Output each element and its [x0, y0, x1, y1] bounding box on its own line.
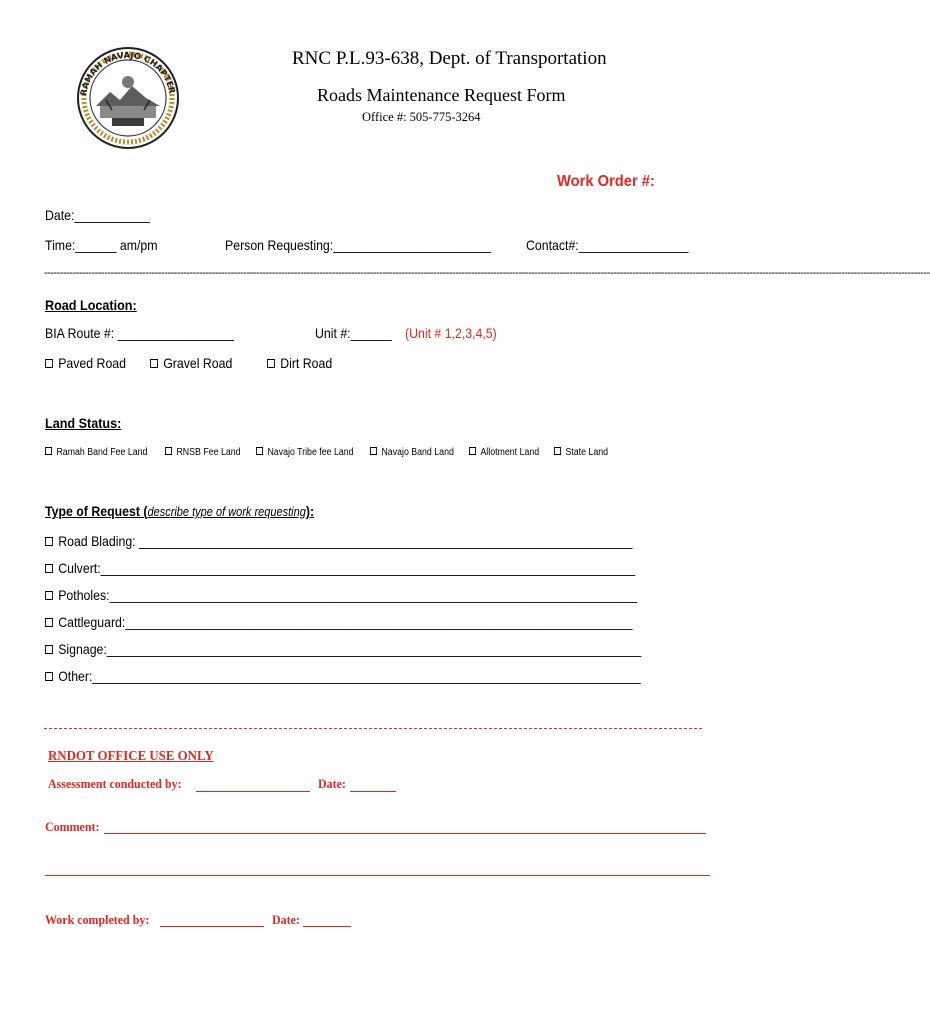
checkbox-icon [165, 447, 172, 455]
ramah-band-fee-land-checkbox[interactable]: Ramah Band Fee Land [45, 447, 147, 458]
road-blading-field[interactable]: Road Blading: ________________________________________________________________________ [45, 533, 608, 549]
gravel-road-checkbox[interactable]: Gravel Road [150, 355, 232, 371]
paved-road-checkbox[interactable]: Paved Road [45, 355, 126, 371]
comment-line-2[interactable] [45, 875, 710, 876]
bia-route-field[interactable]: BIA Route #: _________________ [45, 325, 235, 341]
checkbox-icon [554, 447, 561, 455]
work-date-line[interactable] [303, 926, 351, 927]
assessment-line[interactable] [196, 791, 310, 792]
time-field[interactable]: Time:______ am/pm [45, 237, 158, 253]
state-land-checkbox[interactable]: State Land [554, 447, 608, 458]
potholes-field[interactable]: Potholes:_____________________________________________________________________________ [45, 587, 619, 603]
contact-field[interactable]: Contact#:________________ [526, 237, 689, 253]
unit-note: (Unit # 1,2,3,4,5) [405, 325, 497, 341]
svg-text:RAMAH NAVAJO CHAPTER: RAMAH NAVAJO CHAPTER [79, 50, 177, 97]
date-field[interactable]: Date:___________ [45, 207, 150, 223]
navajo-tribe-fee-land-checkbox[interactable]: Navajo Tribe fee Land [256, 447, 354, 458]
checkbox-icon [267, 359, 275, 368]
ramah-navajo-chapter-seal [72, 40, 184, 152]
dirt-road-checkbox[interactable]: Dirt Road [267, 355, 332, 371]
checkbox-icon [45, 618, 53, 627]
office-section-divider [44, 728, 702, 733]
person-requesting-field[interactable]: Person Requesting:_______________________ [225, 237, 491, 253]
office-use-heading: RNDOT OFFICE USE ONLY [48, 749, 214, 764]
comment-line[interactable] [104, 833, 706, 834]
work-date-label: Date: [272, 912, 300, 927]
assessment-label: Assessment conducted by: [48, 776, 182, 791]
checkbox-icon [45, 591, 53, 600]
checkbox-icon [370, 447, 377, 455]
document-title: RNC P.L.93-638, Dept. of Transportation [292, 48, 607, 69]
form-subtitle: Roads Maintenance Request Form [317, 85, 566, 105]
checkbox-icon [45, 564, 53, 573]
unit-field[interactable]: Unit #:______ [315, 325, 392, 341]
checkbox-icon [150, 359, 158, 368]
checkbox-icon [45, 359, 53, 368]
checkbox-icon [45, 537, 53, 546]
checkbox-icon [45, 645, 53, 654]
section-divider: ---------------------------------------------------------------------------------------------------------------------------------------------------------------------------------------------------------------------------------------------------------------------------------------- [44, 267, 930, 279]
assessment-date-line[interactable] [350, 791, 396, 792]
work-completed-line[interactable] [160, 926, 264, 927]
cattleguard-field[interactable]: Cattleguard:__________________________________________________________________________ [45, 614, 624, 630]
checkbox-icon [45, 672, 53, 681]
land-status-heading: Land Status: [45, 415, 122, 431]
culvert-field[interactable]: Culvert:______________________________________________________________________________ [45, 560, 619, 576]
checkbox-icon [256, 447, 263, 455]
other-field[interactable]: Other:________________________________________________________________________________ [45, 668, 617, 684]
work-completed-label: Work completed by: [45, 912, 150, 927]
road-location-heading: Road Location: [45, 297, 137, 313]
signage-field[interactable]: Signage:______________________________________________________________________________ [45, 641, 617, 657]
office-phone: Office #: 505-775-3264 [362, 110, 481, 124]
checkbox-icon [469, 447, 476, 455]
assessment-date-label: Date: [318, 776, 346, 791]
work-order-label: Work Order #: [557, 173, 655, 190]
request-type-heading: Type of Request (describe type of work requesting): [45, 503, 315, 519]
checkbox-icon [45, 447, 52, 455]
rnsb-fee-land-checkbox[interactable]: RNSB Fee Land [165, 447, 241, 458]
allotment-land-checkbox[interactable]: Allotment Land [469, 447, 539, 458]
navajo-band-land-checkbox[interactable]: Navajo Band Land [370, 447, 454, 458]
comment-label: Comment: [45, 819, 100, 834]
